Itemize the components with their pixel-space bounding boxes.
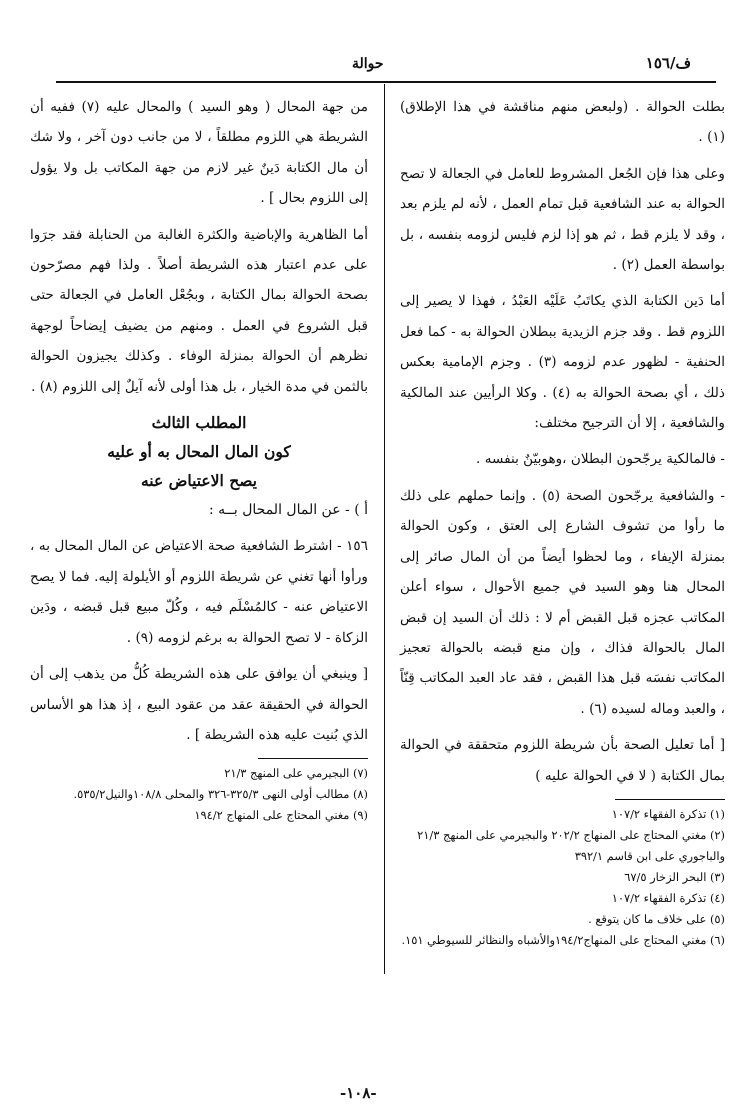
page-reference: ف/١٥٦ [645,54,691,72]
paragraph: من جهة المحال ( وهو السيد ) والمحال عليه (٧) ففيه أن الشريطة هي اللزوم مطلقاً ، لا من جانب دون آخر ، ولا شك أن مال الكتابة دَينٌ غير لازم من جهة المكاتب بل ولا يؤول إلى اللزوم بحال ] . [30,99,368,207]
footnote-rule [258,758,368,759]
left-column [30,92,368,826]
paragraph: [ أما تعليل الصحة بأن شريطة اللزوم متحققة في الحوالة بمال الكتابة ( لا في الحوالة عليه ) [400,737,725,784]
footnote: (٤) تذكرة الفقهاء ١٠٧/٢ [611,890,725,905]
footnotes-left [30,763,368,826]
paragraph: أما دَين الكتابة الذي يكاتَبُ عَلَيْه العَبْدُ ، فهذا لا يصير إلى اللزوم قط . وقد جزم الزيدية ببطلان الحوالة به - كما فعل الحنفية - لظهور عدم لزومه (٣) . وجزم الإمامية بعكس ذلك ، أي بصحة الحوالة به (٤) . وكلا الرأيين عند المالكية والشافعية ، إلا أن الترجيح مختلف: [400,293,725,432]
footnote: (٧) البجيرمي على المنهج ٢١/٣ [224,766,368,781]
paragraph: [ وينبغي أن يوافق على هذه الشريطة كُلُّ من يذهب إلى أن الحوالة في الحقيقة عقد من عقود البيع ، إذ هذا هو الأساس الذي بُنيت عليه هذه الشريطة ] . [30,666,368,743]
subheading: أ ) - عن المال المحال بــه : [209,502,368,519]
paragraph: بطلت الحوالة . (ولبعض منهم مناقشة في هذا الإطلاق) (١) . [400,99,725,146]
section-title: يصح الاعتياض عنه [140,471,257,491]
footnote: والباجوري على ابن قاسم ٣٩٢/١ [574,848,725,863]
paragraph: ١٥٦ - اشترط الشافعية صحة الاعتياض عن المال المحال به ، ورأوا أنها تغني عن شريطة اللزوم أو الأيلولة إليه. فما لا يصح الاعتياض عنه - كالمُسْلَم فيه ، وكُلّ مبيع قبل قبضه ، ودَين الزكاة - لا تصح الحوالة به برغم لزومه (٩) . [30,538,368,646]
header-rule [56,81,716,83]
footnote: (١) تذكرة الفقهاء ١٠٧/٢ [611,806,725,821]
column-divider [384,84,385,974]
paragraph: أما الظاهرية والإباضية والكثرة الغالبة من الحنابلة فقد جرَوا على عدم اعتبار هذه الشريطة أصلاً . ولذا فهم مصرّحون بصحة الحوالة بمال الكتابة ، وبجُعْل العامل في الجعالة حتى قبل الشروع في العمل . ومنهم من يضيف إيضاحاً لوجهة نظرهم أن الحوالة بمنزلة الوفاء . وكذلك يجيزون الحوالة بالثمن في مدة الخيار ، بل هذا أولى لأنه آيلٌ إلى اللزوم (٨) . [30,226,368,395]
running-header-title: حوالة [352,56,384,72]
footnote: (٨) مطالب أولى النهى ٣٢٥/٣-٣٢٦ والمحلى ١٠٨/٨والنيل٥٣٥/٢. [73,787,368,802]
section-title: المطلب الثالث [151,413,247,433]
footnote: (٩) مغني المحتاج على المنهاج ١٩٤/٢ [194,808,368,823]
paragraph: وعلى هذا فإن الجُعل المشروط للعامل في الجعالة لا تصح الحوالة به عند الشافعية قبل تمام العمل ، لأنه لم يلزم بعد ، وقد لا يلزم قط ، ثم هو إذا لزم فليس لزومه بنفسه ، بل بواسطة العمل (٢) . [400,165,725,274]
footnote: (٢) مغني المحتاج على المنهاج ٢٠٢/٢ والبجيرمي على المنهج ٢١/٣ [417,827,725,842]
footnote: (٥) على خلاف ما كان يتوقع . [588,911,725,926]
page-number: -١٠٨- [340,1084,377,1102]
footnote-rule [615,799,725,800]
footnotes-right [400,804,725,951]
paragraph: - والشافعية يرجّحون الصحة (٥) . وإنما حملهم على ذلك ما رأوا من تشوف الشارع إلى العتق ، وكون الحوالة بمنزلة الإيفاء ، وما لحظوا أيضاً من أن المال صائر إلى المحال هنا وهو السيد في جميع الأحوال ، سواء أعلن المكاتب عجزه قبل القبض أم لا : ذلك أن السيد إن قبض المال بالحوالة فذاك ، وإن منع قبضه بالحوالة تعجيز المكاتب نفسَه قبل هذا القبض ، فقد عاد العبد المكاتب قِنّاً ، والعبد وماله لسيده (٦) . [400,487,725,717]
footnote: (٦) مغني المحتاج على المنهاج١٩٤/٢والأشباه والنظائر للسيوطي ١٥١. [401,932,725,947]
section-title: كون المال المحال به أو عليه [107,442,291,462]
footnote: (٣) البحر الزخار ٦٧/٥ [624,869,725,884]
paragraph: - فالمالكية يرجّحون البطلان ،وهوبيّنٌ بنفسه . [476,451,725,468]
right-column [400,92,725,951]
